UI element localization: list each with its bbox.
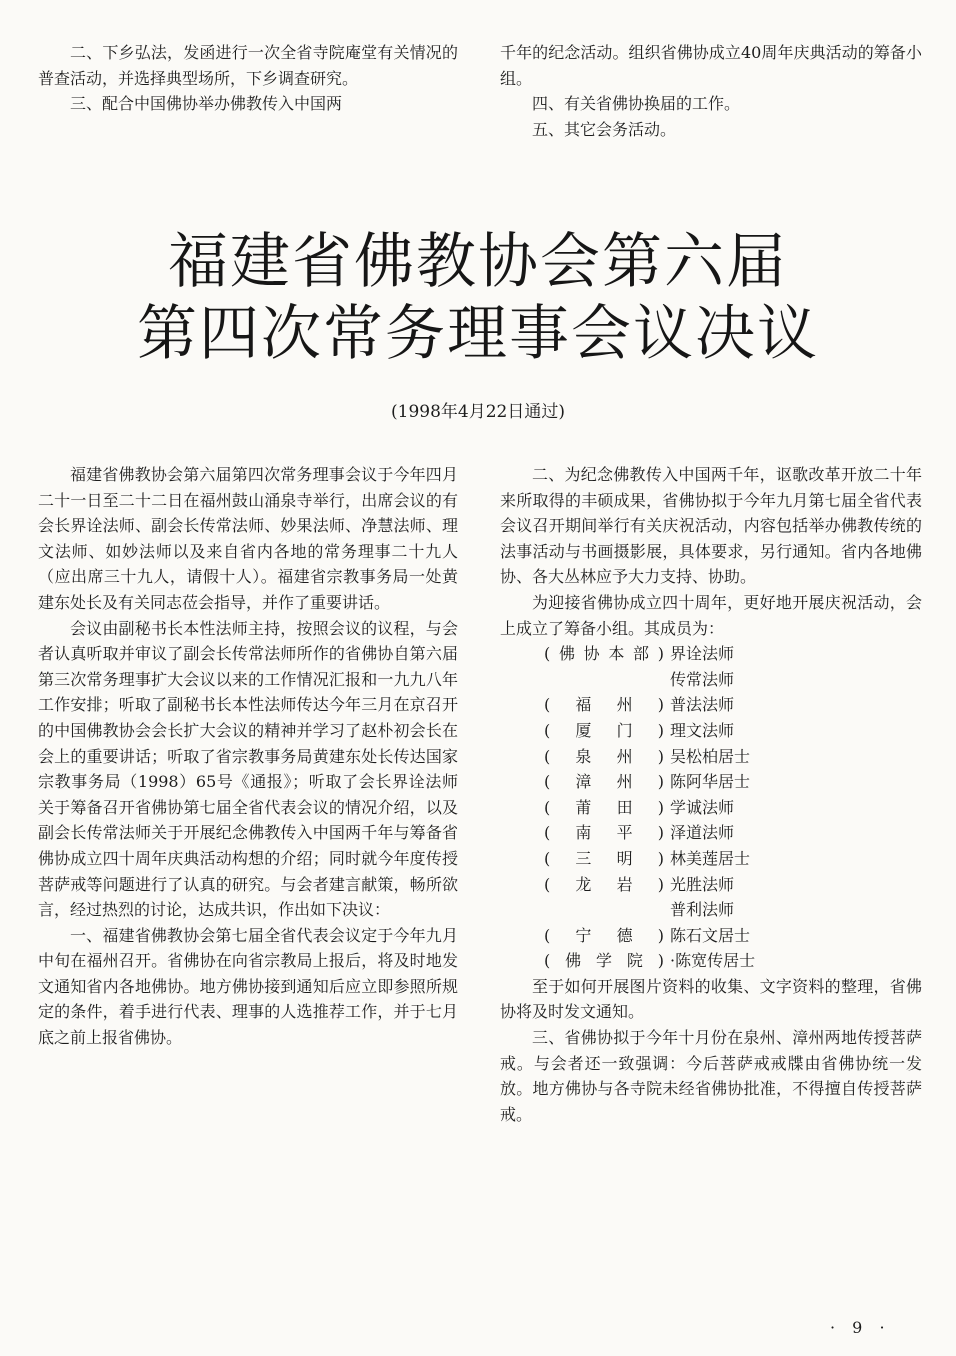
member-name: 普法法师 bbox=[670, 695, 735, 715]
member-names bbox=[664, 795, 734, 821]
member-region-label: (佛学院) bbox=[544, 951, 664, 971]
paragraph: 二、下乡弘法，发函进行一次全省寺院庵堂有关情况的普查活动，并选择典型场所，下乡调查研究。 bbox=[38, 43, 458, 88]
member-names bbox=[664, 872, 734, 923]
member-name: 林美莲居士 bbox=[670, 848, 751, 868]
member-region-label: (泉州) bbox=[544, 746, 664, 766]
paragraph-continuation: 千年的纪念活动。组织省佛协成立40周年庆典活动的筹备小组。 bbox=[500, 43, 922, 88]
member-region-label: (厦门) bbox=[544, 720, 664, 740]
member-row bbox=[500, 872, 922, 923]
member-row bbox=[500, 948, 922, 974]
member-region-label: (宁德) bbox=[544, 925, 664, 945]
page-number: · 9 · bbox=[830, 1318, 891, 1337]
member-row bbox=[500, 641, 922, 692]
member-region-label: (福州) bbox=[544, 695, 664, 715]
member-name: 普利法师 bbox=[670, 900, 735, 920]
member-name: 学诚法师 bbox=[670, 797, 735, 817]
member-names bbox=[664, 718, 734, 744]
committee-member-list bbox=[500, 641, 922, 974]
title-line-1: 福建省佛教协会第六届 bbox=[168, 227, 788, 297]
member-name: 理文法师 bbox=[670, 720, 735, 740]
paragraph: 三、配合中国佛协举办佛教传入中国两 bbox=[70, 94, 343, 114]
paragraph: 会议由副秘书长本性法师主持，按照会议的议程，与会者认真听取并审议了副会长传常法师所作的省佛协自第六届第三次常务理事扩大会议以来的工作情况汇报和一九九八年工作安排；听取了副秘书长本性法师传达今年三月在京召开的中国佛教协会会长扩大会议的精神并学习了赵朴初会长在会上的重要讲话；听取了省宗教事务局黄建东处长传达国家宗教事务局（1998）65号《通报》；听取了会长界诠法师关于筹备召开省佛协第七届全省代表会议的情况介绍，以及副会长传常法师关于开展纪念佛教传入中国两千年与筹备省佛协成立四十周年庆典活动构想的介绍；同时就今年度传授菩萨戒等问题进行了认真的研究。与会者建言献策，畅所欲言，经过热烈的讨论，达成共识，作出如下决议： bbox=[38, 618, 458, 920]
member-names bbox=[664, 769, 750, 795]
paragraph: 二、为纪念佛教传入中国两千年，讴歌改革开放二十年来所取得的丰硕成果，省佛协拟于今年九月第七届全省代表会议召开期间举行有关庆祝活动，内容包括举办佛教传统的法事活动与书画摄影展，具体要求，另行通知。省内各地佛协、各大丛林应予大力支持、协助。 bbox=[500, 465, 922, 587]
body-right-column bbox=[500, 462, 922, 1127]
body-left-column bbox=[38, 462, 458, 1051]
member-region-label: (三明) bbox=[544, 848, 664, 868]
member-names bbox=[664, 820, 734, 846]
member-name: 吴松柏居士 bbox=[670, 746, 751, 766]
article-subtitle: (1998年4月22日通过) bbox=[391, 402, 565, 422]
title-line-2: 第四次常务理事会议决议 bbox=[137, 299, 819, 369]
paragraph: 一、福建省佛教协会第七届全省代表会议定于今年九月中旬在福州召开。省佛协在向省宗教局上报后，将及时地发文通知省内各地佛协。地方佛协接到通知后应立即参照所规定的条件，着手进行代表、理事的人选推荐工作，并于七月底之前上报省佛协。 bbox=[38, 925, 458, 1048]
paragraph: 至于如何开展图片资料的收集、文字资料的整理，省佛协将及时发文通知。 bbox=[500, 976, 922, 1022]
member-region-label: (莆田) bbox=[544, 797, 664, 817]
member-row bbox=[500, 795, 922, 821]
member-name: 陈阿华居士 bbox=[670, 772, 751, 792]
paragraph: 五、其它会务活动。 bbox=[532, 119, 677, 139]
member-name: 陈石文居士 bbox=[670, 925, 751, 945]
member-name: 光胜法师 bbox=[670, 874, 735, 894]
member-row bbox=[500, 692, 922, 718]
top-right-column bbox=[500, 40, 922, 142]
paragraph: 福建省佛教协会第六届第四次常务理事会议于今年四月二十一日至二十二日在福州鼓山涌泉寺举行，出席会议的有会长界诠法师、副会长传常法师、妙果法师、净慧法师、理文法师、如妙法师以及来自省内各地的常务理事二十九人（应出席三十九人，请假十人）。福建省宗教事务局一处黄建东处长及有关同志莅会指导，并作了重要讲话。 bbox=[38, 465, 458, 612]
member-name: 传常法师 bbox=[670, 669, 735, 689]
member-name: 泽道法师 bbox=[670, 823, 735, 843]
member-names bbox=[664, 948, 755, 974]
member-region-label: (佛协本部) bbox=[544, 644, 664, 664]
member-region-label: (南平) bbox=[544, 823, 664, 843]
member-row bbox=[500, 820, 922, 846]
article-title bbox=[40, 226, 916, 370]
member-names bbox=[664, 923, 750, 949]
member-region-label: (漳州) bbox=[544, 772, 664, 792]
member-names bbox=[664, 692, 734, 718]
top-left-column bbox=[38, 40, 458, 117]
member-row bbox=[500, 923, 922, 949]
member-name: ·陈宽传居士 bbox=[670, 951, 756, 971]
member-region-label: (龙岩) bbox=[544, 874, 664, 894]
member-names bbox=[664, 744, 750, 770]
member-row bbox=[500, 846, 922, 872]
member-row bbox=[500, 769, 922, 795]
member-name: 界诠法师 bbox=[670, 644, 735, 664]
member-row bbox=[500, 718, 922, 744]
member-names bbox=[664, 846, 750, 872]
paragraph: 为迎接省佛协成立四十周年，更好地开展庆祝活动，会上成立了筹备小组。其成员为： bbox=[500, 592, 922, 638]
paragraph: 四、有关省佛协换届的工作。 bbox=[532, 94, 741, 114]
member-row bbox=[500, 744, 922, 770]
member-names bbox=[664, 641, 734, 692]
paragraph: 三、省佛协拟于今年十月份在泉州、漳州两地传授菩萨戒。与会者还一致强调：今后菩萨戒戒牒由省佛协统一发放。地方佛协与各寺院未经省佛协批准，不得擅自传授菩萨戒。 bbox=[500, 1028, 922, 1124]
